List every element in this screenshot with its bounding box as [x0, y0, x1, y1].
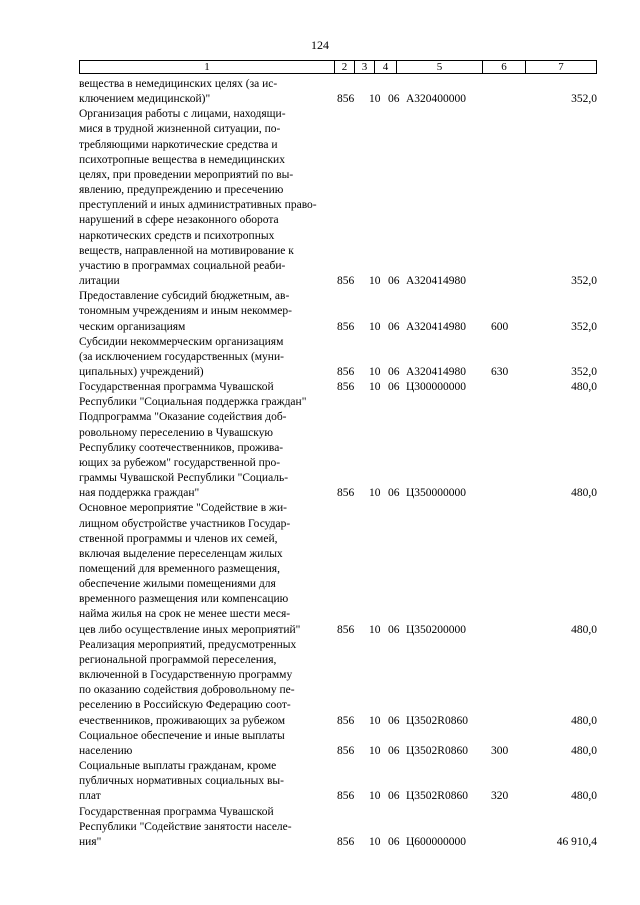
row-vr-code: 300 — [491, 744, 509, 757]
row-name-line: Основное мероприятие "Содействие в жи- — [79, 502, 287, 515]
row-name-line: ственной программы и членов их семей, — [79, 532, 278, 545]
row-name-line: обеспечение жилыми помещениями для — [79, 578, 276, 591]
row-name-line: Республики "Социальная поддержка граждан" — [79, 396, 307, 409]
row-csr-code: А320414980 — [406, 365, 467, 378]
table-row — [79, 759, 597, 804]
table-row — [79, 729, 597, 759]
row-name-cell — [79, 77, 334, 107]
row-csr-code: А320414980 — [406, 275, 467, 288]
row-name-cell — [79, 729, 334, 759]
row-name-line: реселению в Российскую Федерацию соот- — [79, 699, 291, 712]
row-pr-code: 06 — [388, 93, 400, 106]
table-column-header — [79, 60, 597, 74]
row-csr-code: Ц350200000 — [406, 623, 467, 636]
row-name-line: ципальных) учреждений) — [79, 365, 204, 378]
row-name-line: ключением медицинской)" — [79, 93, 211, 106]
row-vr-code: 600 — [491, 320, 509, 333]
row-name-line: лищном обустройстве участников Государ- — [79, 517, 291, 530]
row-pr-code: 06 — [388, 487, 400, 500]
row-name-line: включенной в Государственную программу — [79, 669, 293, 682]
row-name-cell — [79, 759, 334, 804]
row-rz-code: 10 — [369, 275, 381, 288]
row-vr-code: 320 — [491, 790, 509, 803]
row-sum: 352,0 — [571, 93, 597, 106]
row-name-line: Субсидии некоммерческим организациям — [79, 335, 284, 348]
row-csr-code: Ц3502R0860 — [406, 790, 468, 803]
row-name-line: помещений для временного размещения, — [79, 563, 280, 575]
row-rz-code: 10 — [369, 381, 381, 394]
row-rz-code: 10 — [369, 320, 381, 333]
row-gr-code: 856 — [337, 623, 355, 636]
column-number-5: 5 — [397, 61, 483, 73]
row-name-line: населению — [79, 744, 133, 757]
row-name-cell — [79, 335, 334, 380]
row-name-line: Государственная программа Чувашской — [79, 805, 274, 818]
row-name-line: включая выделение переселенцам жилых — [79, 547, 283, 560]
table-row — [79, 107, 597, 289]
row-pr-code: 06 — [388, 744, 400, 757]
row-vr-code: 630 — [491, 365, 509, 378]
row-csr-code: Ц300000000 — [406, 381, 467, 394]
row-name-cell — [79, 410, 334, 501]
row-name-cell — [79, 289, 334, 334]
row-gr-code: 856 — [337, 744, 355, 757]
row-csr-code: А320400000 — [406, 93, 467, 106]
row-pr-code: 06 — [388, 714, 400, 727]
row-name-line: Предоставление субсидий бюджетным, ав- — [79, 290, 290, 303]
row-name-line: граммы Чувашской Республики "Социаль- — [79, 472, 289, 485]
row-name-line: ющих за рубежом" государственной про- — [79, 456, 281, 469]
row-sum: 352,0 — [571, 365, 597, 378]
row-name-line: Республики "Содействие занятости населе- — [79, 820, 292, 833]
row-name-line: публичных нормативных социальных вы- — [79, 775, 284, 788]
row-pr-code: 06 — [388, 835, 400, 848]
row-gr-code: 856 — [337, 714, 355, 727]
row-name-line: Подпрограмма "Оказание содействия доб- — [79, 411, 287, 424]
row-name-line: Социальное обеспечение и иные выплаты — [79, 729, 285, 742]
row-name-line: требляющими наркотические средства и — [79, 138, 278, 151]
row-rz-code: 10 — [369, 487, 381, 500]
row-gr-code: 856 — [337, 487, 355, 500]
row-csr-code: Ц600000000 — [406, 835, 467, 848]
row-name-line: литации — [79, 275, 120, 288]
row-name-line: преступлений и иных административных право- — [79, 199, 317, 212]
row-rz-code: 10 — [369, 790, 381, 803]
row-name-line: Реализация мероприятий, предусмотренных — [79, 638, 297, 651]
table-row — [79, 805, 597, 850]
row-name-line: веществ, направленной на мотивирование к — [79, 244, 294, 257]
row-gr-code: 856 — [337, 835, 355, 848]
row-name-line: вещества в немедицинских целях (за ис- — [79, 78, 278, 90]
row-name-line: (за исключением государственных (муни- — [79, 350, 284, 363]
table-row — [79, 638, 597, 729]
row-pr-code: 06 — [388, 381, 400, 394]
row-rz-code: 10 — [369, 623, 381, 636]
row-name-cell — [79, 638, 334, 729]
row-name-line: наркотических средств и психотропных — [79, 229, 275, 242]
row-name-line: ческим организациям — [79, 320, 186, 333]
row-rz-code: 10 — [369, 744, 381, 757]
row-name-cell — [79, 107, 334, 289]
row-sum: 480,0 — [571, 623, 597, 636]
table-row — [79, 335, 597, 380]
row-name-line: мися в трудной жизненной ситуации, по- — [79, 123, 281, 136]
row-name-line: по оказанию содействия добровольному пе- — [79, 684, 295, 697]
row-name-line: участию в программах социальной реаби- — [79, 259, 286, 272]
row-sum: 46 910,4 — [556, 835, 597, 848]
row-name-cell — [79, 501, 334, 637]
row-sum: 480,0 — [571, 381, 597, 394]
row-rz-code: 10 — [369, 365, 381, 378]
row-name-cell — [79, 380, 334, 410]
row-sum: 480,0 — [571, 487, 597, 500]
row-gr-code: 856 — [337, 365, 355, 378]
row-name-cell — [79, 805, 334, 850]
column-number-1: 1 — [80, 61, 335, 73]
column-number-6: 6 — [483, 61, 526, 73]
row-pr-code: 06 — [388, 365, 400, 378]
row-gr-code: 856 — [337, 381, 355, 394]
row-csr-code: А320414980 — [406, 320, 467, 333]
table-row — [79, 77, 597, 107]
row-sum: 480,0 — [571, 744, 597, 757]
table-row — [79, 410, 597, 501]
row-gr-code: 856 — [337, 275, 355, 288]
row-pr-code: 06 — [388, 320, 400, 333]
row-name-line: плат — [79, 790, 101, 803]
row-pr-code: 06 — [388, 275, 400, 288]
row-sum: 352,0 — [571, 320, 597, 333]
table-row — [79, 289, 597, 334]
row-gr-code: 856 — [337, 790, 355, 803]
row-name-line: нарушений в сфере незаконного оборота — [79, 214, 279, 227]
row-sum: 480,0 — [571, 790, 597, 803]
row-name-line: Республику соотечественников, прожива- — [79, 441, 284, 454]
row-name-line: тономным учреждениям и иным некоммер- — [79, 305, 292, 318]
row-rz-code: 10 — [369, 835, 381, 848]
budget-table-body — [79, 77, 597, 850]
row-name-line: целях, при проведении мероприятий по вы- — [79, 168, 294, 181]
row-sum: 480,0 — [571, 714, 597, 727]
row-rz-code: 10 — [369, 93, 381, 106]
row-sum: 352,0 — [571, 275, 597, 288]
page-number: 124 — [311, 38, 329, 52]
row-name-line: региональной программой переселения, — [79, 653, 277, 666]
column-number-4: 4 — [375, 61, 397, 73]
row-name-line: Социальные выплаты гражданам, кроме — [79, 760, 277, 773]
column-number-3: 3 — [355, 61, 375, 73]
column-number-2: 2 — [335, 61, 355, 73]
row-name-line: ровольному переселению в Чувашскую — [79, 426, 274, 439]
row-name-line: цев либо осуществление иных мероприятий" — [79, 623, 301, 636]
table-row — [79, 501, 597, 637]
row-gr-code: 856 — [337, 320, 355, 333]
row-pr-code: 06 — [388, 790, 400, 803]
row-rz-code: 10 — [369, 714, 381, 727]
row-name-line: Государственная программа Чувашской — [79, 381, 274, 394]
table-row — [79, 380, 597, 410]
row-name-line: ния" — [79, 835, 102, 848]
row-name-line: ная поддержка граждан" — [79, 487, 200, 500]
row-name-line: явлению, предупреждению и пресечению — [79, 184, 284, 197]
column-number-7: 7 — [558, 61, 564, 73]
row-name-line: ечественников, проживающих за рубежом — [79, 714, 286, 727]
row-name-line: Организация работы с лицами, находящи- — [79, 108, 286, 121]
row-csr-code: Ц3502R0860 — [406, 744, 468, 757]
row-csr-code: Ц350000000 — [406, 487, 467, 500]
row-pr-code: 06 — [388, 623, 400, 636]
row-name-line: психотропные вещества в немедицинских — [79, 153, 285, 166]
row-name-line: найма жилья на срок не менее шести меся- — [79, 608, 291, 621]
row-name-line: временного размещения или компенсацию — [79, 593, 289, 606]
row-gr-code: 856 — [337, 93, 355, 106]
row-csr-code: Ц3502R0860 — [406, 714, 468, 727]
